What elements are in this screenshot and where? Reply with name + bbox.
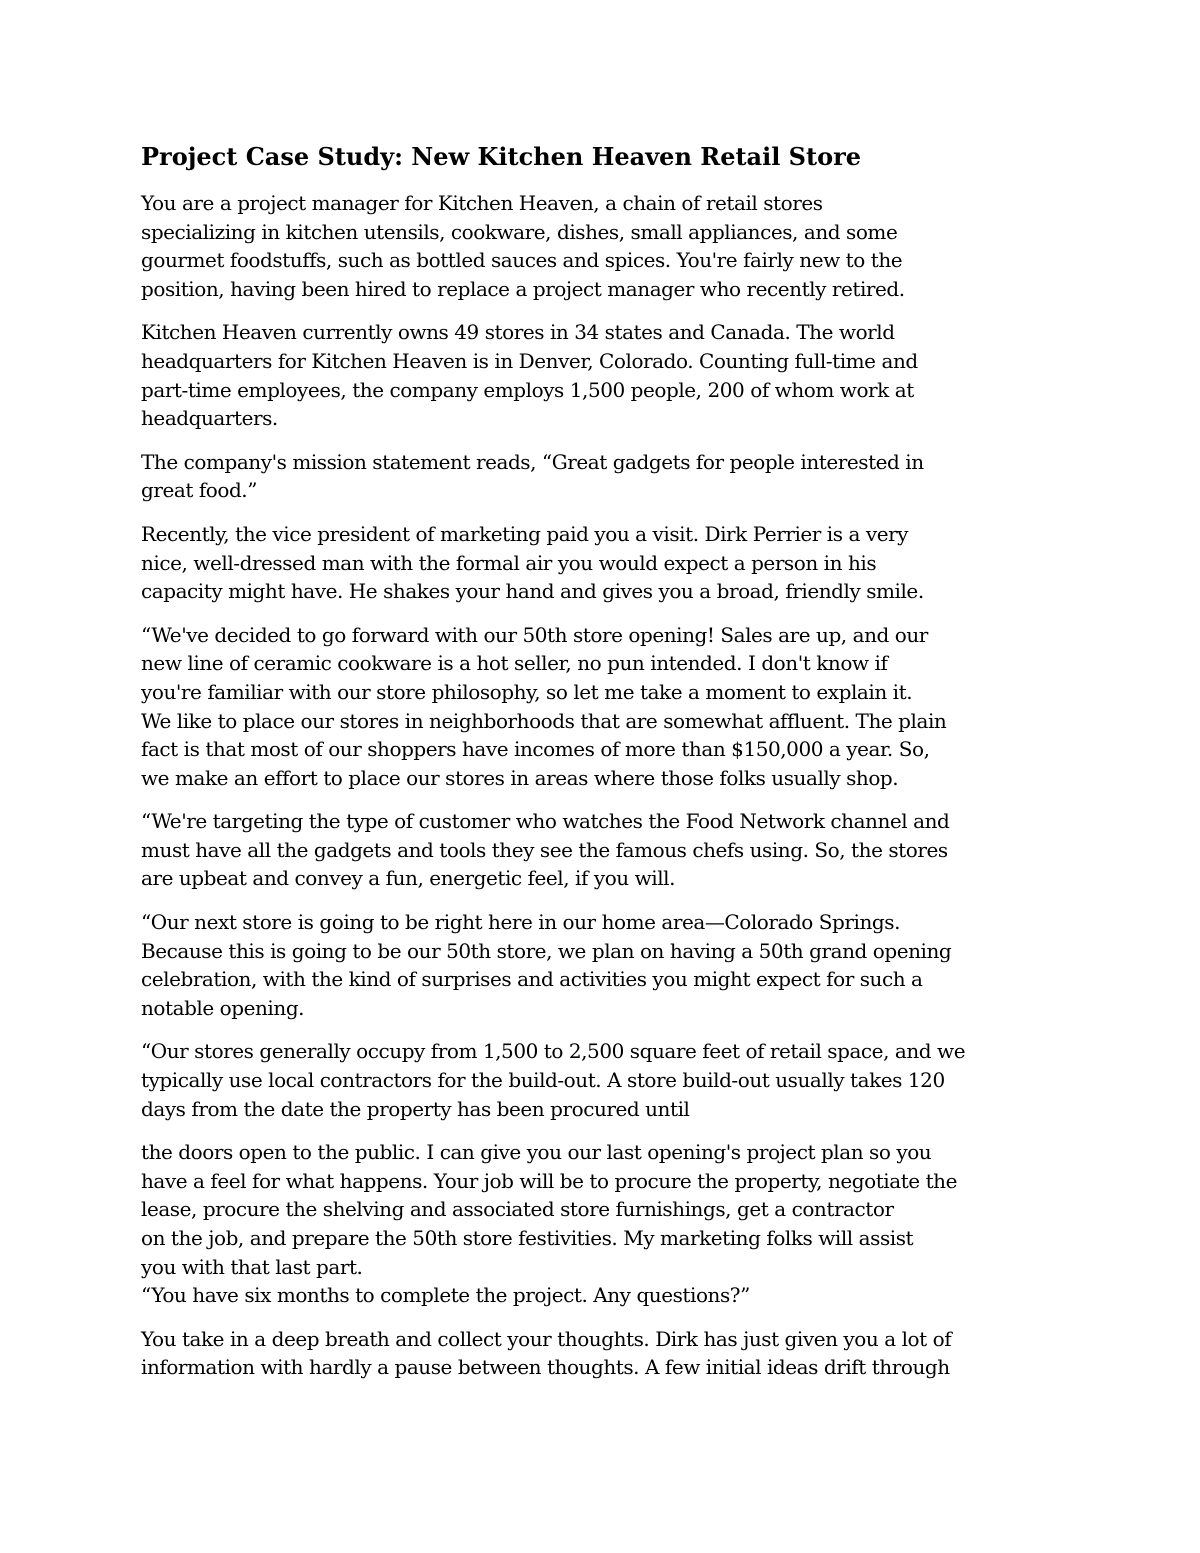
text-line: nice, well-dressed man with the formal air you would expect a person in his [141, 550, 877, 575]
text-line: Kitchen Heaven currently owns 49 stores in 34 states and Canada. The world [141, 320, 895, 345]
text-line: capacity might have. He shakes your hand and gives you a broad, friendly smile. [141, 579, 924, 604]
paragraph-quote-job [141, 1138, 1056, 1310]
paragraph-quote-targeting [141, 807, 1056, 893]
text-line: you're familiar with our store philosophy, so let me take a moment to explain it. [141, 679, 913, 704]
text-line: You take in a deep breath and collect your thoughts. Dirk has just given you a lot of [141, 1326, 952, 1351]
document-title: Project Case Study: New Kitchen Heaven Retail Store [141, 142, 862, 171]
text-line: the doors open to the public. I can give you our last opening's project plan so you [141, 1140, 932, 1165]
text-line: gourmet foodstuffs, such as bottled sauces and spices. You're fairly new to the [141, 248, 903, 273]
text-line: are upbeat and convey a fun, energetic feel, if you will. [141, 866, 676, 891]
text-line: must have all the gadgets and tools they see the famous chefs using. So, the stores [141, 837, 948, 862]
text-line: information with hardly a pause between thoughts. A few initial ideas drift through [141, 1355, 950, 1380]
text-line: Because this is going to be our 50th store, we plan on having a 50th grand opening [141, 938, 952, 963]
text-line: We like to place our stores in neighborhoods that are somewhat affluent. The plain [141, 708, 947, 733]
text-line: new line of ceramic cookware is a hot seller, no pun intended. I don't know if [141, 651, 888, 676]
paragraph-reflection [141, 1325, 1056, 1382]
text-line: position, having been hired to replace a project manager who recently retired. [141, 276, 905, 301]
text-line: “Our stores generally occupy from 1,500 to 2,500 square feet of retail space, and we [141, 1039, 966, 1064]
text-line: fact is that most of our shoppers have incomes of more than $150,000 a year. So, [141, 737, 930, 762]
text-line: specializing in kitchen utensils, cookware, dishes, small appliances, and some [141, 219, 898, 244]
paragraph-visit [141, 520, 1056, 606]
text-line: You are a project manager for Kitchen Heaven, a chain of retail stores [141, 191, 823, 215]
text-line: have a feel for what happens. Your job will be to procure the property, negotiate the [141, 1168, 957, 1193]
text-line: typically use local contractors for the build-out. A store build-out usually takes 120 [141, 1068, 945, 1093]
text-line: “We've decided to go forward with our 50th store opening! Sales are up, and our [141, 622, 928, 647]
text-line: days from the date the property has been procured until [141, 1096, 690, 1121]
text-line: on the job, and prepare the 50th store festivities. My marketing folks will assist [141, 1226, 914, 1250]
document-page [141, 140, 1056, 1382]
text-line: “Our next store is going to be right here in our home area—Colorado Springs. [141, 910, 900, 935]
paragraph-quote-next-store [141, 908, 1056, 1022]
text-line: celebration, with the kind of surprises and activities you might expect for such a [141, 967, 923, 992]
text-line: part-time employees, the company employs 1,500 people, 200 of whom work at [141, 377, 914, 402]
text-line: great food.” [141, 478, 257, 503]
text-line: The company's mission statement reads, “Great gadgets for people interested in [141, 449, 924, 474]
paragraph-quote-space [141, 1037, 1056, 1123]
text-line: “We're targeting the type of customer who watches the Food Network channel and [141, 809, 950, 834]
text-line: headquarters. [141, 406, 278, 431]
paragraph-company [141, 318, 1056, 432]
paragraph-quote-opening [141, 621, 1056, 793]
paragraph-mission [141, 448, 1056, 505]
text-line: we make an effort to place our stores in areas where those folks usually shop. [141, 765, 899, 790]
text-line: “You have six months to complete the project. Any questions?” [141, 1283, 750, 1308]
text-line: lease, procure the shelving and associated store furnishings, get a contractor [141, 1197, 894, 1222]
text-line: you with that last part. [141, 1254, 363, 1279]
text-line: headquarters for Kitchen Heaven is in Denver, Colorado. Counting full-time and [141, 348, 918, 373]
text-line: Recently, the vice president of marketing paid you a visit. Dirk Perrier is a very [141, 521, 909, 546]
text-line: notable opening. [141, 995, 305, 1020]
paragraph-intro [141, 189, 1056, 303]
